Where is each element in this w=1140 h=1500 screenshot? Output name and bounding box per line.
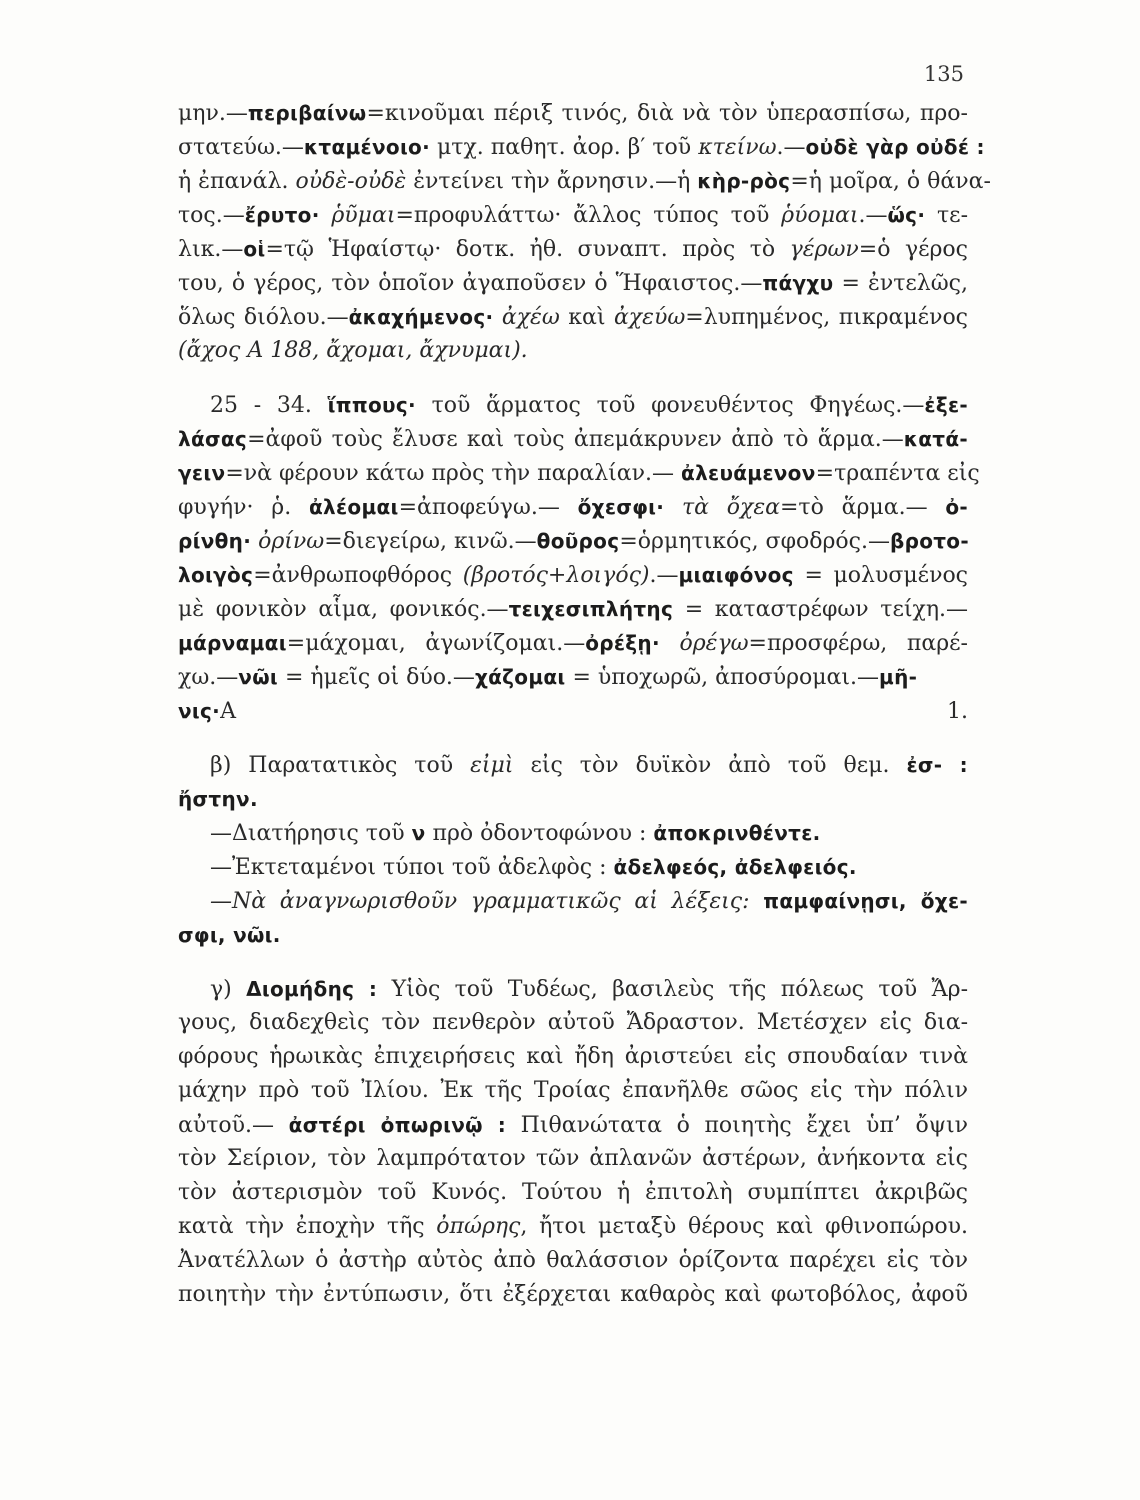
text-segment: =ὁ γέρος: [858, 237, 968, 262]
headword: ὥς·: [887, 203, 926, 227]
text-line: [178, 558, 968, 592]
headword: ἀδελφεός, ἀδελφειός.: [613, 855, 857, 879]
text-segment: μην.—: [178, 101, 248, 126]
text-line: [178, 626, 968, 660]
italic-text: γέρων: [789, 237, 859, 262]
italic-text: ἀχεύω: [613, 305, 686, 330]
text-segment: [493, 305, 501, 330]
text-line: [178, 1278, 968, 1312]
text-segment: μὲ φονικὸν αἷμα, φονικός.—: [178, 597, 509, 622]
italic-text: τὰ ὄχεα: [681, 495, 780, 520]
headword: ν: [411, 821, 426, 845]
italic-text: —Νὰ ἀναγνωρισθοῦν γραμματικῶς αἱ λέξεις:: [210, 889, 764, 914]
text-segment: .—: [649, 563, 679, 588]
headword: τειχεσιπλήτης: [508, 597, 674, 621]
text-segment: =κινοῦμαι πέριξ τινός, διὰ νὰ τὸν ὑπερασπίσω, προ-: [366, 101, 968, 126]
text-line: [178, 850, 968, 884]
italic-text: ὀρίνω: [258, 529, 325, 554]
headword: ἵππους·: [327, 393, 416, 417]
text-segment: .—: [776, 135, 806, 160]
headword: ἀποκρινθέντε.: [653, 821, 821, 845]
text-line: [178, 660, 968, 694]
text-segment: τὸν ἀστερισμὸν τοῦ Κυνός. Τούτου ἡ ἐπιτολὴ συμπίπτει ἀκριβῶς: [178, 1180, 968, 1205]
headword: Διομήδης :: [246, 977, 378, 1001]
text-segment: —Διατήρησις τοῦ: [210, 821, 412, 846]
paragraph: [178, 96, 991, 368]
text-segment: τος.—: [178, 203, 245, 228]
italic-text: ὀπώρης: [436, 1214, 521, 1239]
text-line: [178, 918, 968, 952]
headword: ἀλέομαι: [308, 495, 399, 519]
text-line: [178, 592, 968, 626]
headword: ἐσ- :: [906, 753, 968, 777]
headword: ἀλευάμενον: [681, 461, 816, 485]
italic-text: (ἄχος Α 188, ἄχομαι, ἄχνυμαι).: [178, 338, 528, 363]
italic-text: εἰμὶ: [470, 753, 514, 778]
headword: λάσας: [178, 427, 248, 451]
page-number: 135: [923, 62, 964, 86]
text-segment: =μάχομαι, ἀγωνίζομαι.—: [286, 631, 586, 656]
text-segment: =προφυλάττω· ἄλλος τύπος τοῦ: [395, 203, 782, 228]
text-segment: Υἱὸς τοῦ Τυδέως, βασιλεὺς τῆς πόλεως τοῦ Ἄρ-: [377, 977, 969, 1002]
text-segment: Πιθανώτατα ὁ ποιητὴς ἔχει ὑπ’ ὄψιν: [506, 1113, 969, 1138]
italic-text: (βροτός+λοιγός): [462, 563, 650, 588]
text-segment: καὶ: [559, 305, 614, 330]
text-segment: του, ὁ γέρος, τὸν ὁποῖον ἀγαποῦσεν ὁ Ἥφαιστος.—: [178, 271, 763, 296]
text-line: [178, 782, 968, 816]
text-segment: μάχην πρὸ τοῦ Ἰλίου. Ἐκ τῆς Τροίας ἐπανῆλθε σῶος εἰς τὴν πόλιν: [178, 1078, 968, 1103]
text-segment: , ἤτοι μεταξὺ θέρους καὶ φθινοπώρου.: [520, 1214, 968, 1239]
headword: παμφαίνῃσι, ὄχε-: [763, 889, 968, 913]
text-segment: φόρους ἡρωικὰς ἐπιχειρήσεις καὶ ἤδη ἀριστεύει εἰς σπουδαίαν τινὰ: [178, 1044, 968, 1069]
italic-text: ὀρέγω: [679, 631, 749, 656]
text-segment: αὐτοῦ.—: [178, 1113, 289, 1138]
text-segment: ἐντείνει τὴν ἄρνησιν.—ἡ: [406, 169, 698, 194]
italic-text: οὐδὲ-οὐδὲ: [295, 169, 407, 194]
text-segment: ποιητὴν τὴν ἐντύπωσιν, ὅτι ἐξέρχεται καθαρὸς καὶ φωτοβόλος, ἀφοῦ: [178, 1282, 968, 1307]
text-line: [178, 972, 968, 1006]
text-segment: =ἀφοῦ τοὺς ἔλυσε καὶ τοὺς ἀπεμάκρυνεν ἀπὸ τὸ ἅρμα.—: [247, 427, 904, 452]
headword: κταμένοιο·: [303, 135, 430, 159]
text-line: [178, 1108, 968, 1142]
text-segment: β) Παρατατικὸς τοῦ: [210, 753, 471, 778]
text-segment: μτχ. παθητ. ἀορ. β′ τοῦ: [429, 135, 699, 160]
headword: ὀρέξῃ·: [585, 631, 660, 655]
text-segment: =τῷ Ἡφαίστῳ· δοτκ. ἠθ. συναπτ. πρὸς τὸ: [265, 237, 790, 262]
text-segment: .—: [858, 203, 888, 228]
text-segment: ἡ ἐπανάλ.: [178, 169, 296, 194]
text-line: [178, 1142, 968, 1176]
headword: νῶι: [238, 665, 278, 689]
headword: περιβαίνω: [247, 101, 367, 125]
text-segment: 25 - 34.: [210, 393, 328, 418]
text-segment: = ἡμεῖς οἱ δύο.—: [277, 665, 475, 690]
text-segment: =προσφέρω, παρέ-: [748, 631, 968, 656]
paragraph: [178, 972, 968, 1312]
headword: θοῦρος: [536, 529, 620, 553]
headword: λοιγὸς: [178, 563, 254, 587]
text-segment: =ἀποφεύγω.—: [398, 495, 578, 520]
text-line: [178, 490, 968, 524]
headword: ρίνθη·: [178, 529, 252, 553]
headword: κὴρ-ρὸς: [697, 169, 791, 193]
text-segment: =διεγείρω, κινῶ.—: [324, 529, 537, 554]
text-line: [178, 232, 968, 266]
text-segment: = ἐντελῶς,: [833, 271, 968, 296]
headword: σφι, νῶι.: [178, 923, 281, 947]
text-segment: =ἀνθρωποφθόρος: [253, 563, 463, 588]
headword: νις·: [178, 699, 221, 723]
text-segment: —Ἐκτεταμένοι τύποι τοῦ ἀδελφὸς :: [210, 855, 614, 880]
text-line: [178, 694, 968, 728]
text-segment: φυγήν· ῥ.: [178, 495, 309, 520]
headword: γειν: [178, 461, 226, 485]
headword: ὄχεσφι·: [577, 495, 665, 519]
text-line: [178, 816, 968, 850]
headword: ἐξε-: [924, 393, 968, 417]
italic-text: ῥύομαι: [781, 203, 859, 228]
text-segment: Ἀνατέλλων ὁ ἀστὴρ αὐτὸς ἀπὸ θαλάσσιον ὁρίζοντα παρέχει εἰς τὸν: [178, 1248, 968, 1273]
headword: ἀκαχήμενος·: [348, 305, 494, 329]
headword: ἤστην.: [178, 787, 258, 811]
italic-text: κτείνω: [698, 135, 777, 160]
text-segment: [664, 495, 682, 520]
text-line: [178, 1244, 968, 1278]
text-line: [178, 266, 968, 300]
text-segment: γους, διαδεχθεὶς τὸν πενθερὸν αὐτοῦ Ἄδραστον. Μετέσχεν εἰς δια-: [178, 1010, 968, 1035]
headword: κατά-: [903, 427, 968, 451]
text-segment: ὅλως διόλου.—: [178, 305, 349, 330]
headword: βροτο-: [889, 529, 969, 553]
paragraph-gap: [178, 952, 968, 972]
paragraph: [178, 388, 980, 728]
text-segment: πρὸ ὀδοντοφώνου :: [425, 821, 654, 846]
text-segment: [660, 631, 680, 656]
text-line: [178, 1210, 968, 1244]
text-segment: Α 1.: [220, 699, 968, 724]
text-segment: τοῦ ἅρματος τοῦ φονευθέντος Φηγέως.—: [415, 393, 925, 418]
paragraph-gap: [178, 728, 968, 748]
text-segment: λικ.—: [178, 237, 244, 262]
paragraph: [178, 748, 968, 952]
text-line: [178, 1040, 968, 1074]
headword: ὀ-: [945, 495, 969, 519]
text-line: [178, 198, 968, 232]
text-segment: [320, 203, 332, 228]
headword: οὐδὲ γὰρ οὐδέ :: [805, 135, 985, 159]
headword: πάγχυ: [762, 271, 834, 295]
text-line: [178, 96, 968, 130]
text-segment: κατὰ τὴν ἐποχὴν τῆς: [178, 1214, 437, 1239]
text-segment: = ὑποχωρῶ, ἀποσύρομαι.—: [565, 665, 880, 690]
text-segment: χω.—: [178, 665, 239, 690]
headword: μάρναμαι: [178, 631, 287, 655]
text-segment: =ὁρμητικός, σφοδρός.—: [619, 529, 890, 554]
italic-text: ἀχέω: [501, 305, 560, 330]
headword: χάζομαι: [474, 665, 566, 689]
text-line: [178, 1176, 968, 1210]
text-line: [178, 422, 968, 456]
headword: ἔρυτο·: [244, 203, 320, 227]
italic-text: ῥῦμαι: [331, 203, 396, 228]
text-segment: =νὰ φέρουν κάτω πρὸς τὴν παραλίαν.—: [225, 461, 682, 486]
text-segment: =τραπέντα εἰς: [815, 461, 980, 486]
text-segment: τὸν Σείριον, τὸν λαμπρότατον τῶν ἀπλανῶν ἀστέρων, ἀνήκοντα εἰς: [178, 1146, 968, 1171]
text-line: [178, 524, 968, 558]
text-line: [178, 1006, 968, 1040]
paragraph-gap: [178, 368, 968, 388]
text-segment: στατεύω.—: [178, 135, 304, 160]
text-line: [178, 1074, 968, 1108]
text-segment: =τὸ ἅρμα.—: [780, 495, 946, 520]
headword: μῆ-: [879, 665, 918, 689]
headword: ἀστέρι ὀπωρινῷ :: [288, 1113, 507, 1137]
text-segment: =λυπημένος, πικραμένος: [685, 305, 969, 330]
headword: μιαιφόνος: [678, 563, 794, 587]
text-line: [178, 748, 968, 782]
headword: οἱ: [243, 237, 266, 261]
text-segment: γ): [210, 977, 247, 1002]
text-line: [178, 456, 980, 490]
text-segment: εἰς τὸν δυϊκὸν ἀπὸ τοῦ θεμ.: [513, 753, 907, 778]
text-line: [178, 164, 991, 198]
text-block: [178, 96, 991, 1312]
text-line: [178, 388, 968, 422]
text-segment: = μολυσμένος: [793, 563, 969, 588]
text-segment: =ἡ μοῖρα, ὁ θάνα-: [790, 169, 991, 194]
text-segment: = καταστρέφων τείχη.—: [673, 597, 968, 622]
text-line: [178, 130, 985, 164]
text-line: [178, 300, 968, 334]
text-segment: τε-: [925, 203, 969, 228]
text-line: [178, 334, 968, 368]
text-line: [178, 884, 968, 918]
